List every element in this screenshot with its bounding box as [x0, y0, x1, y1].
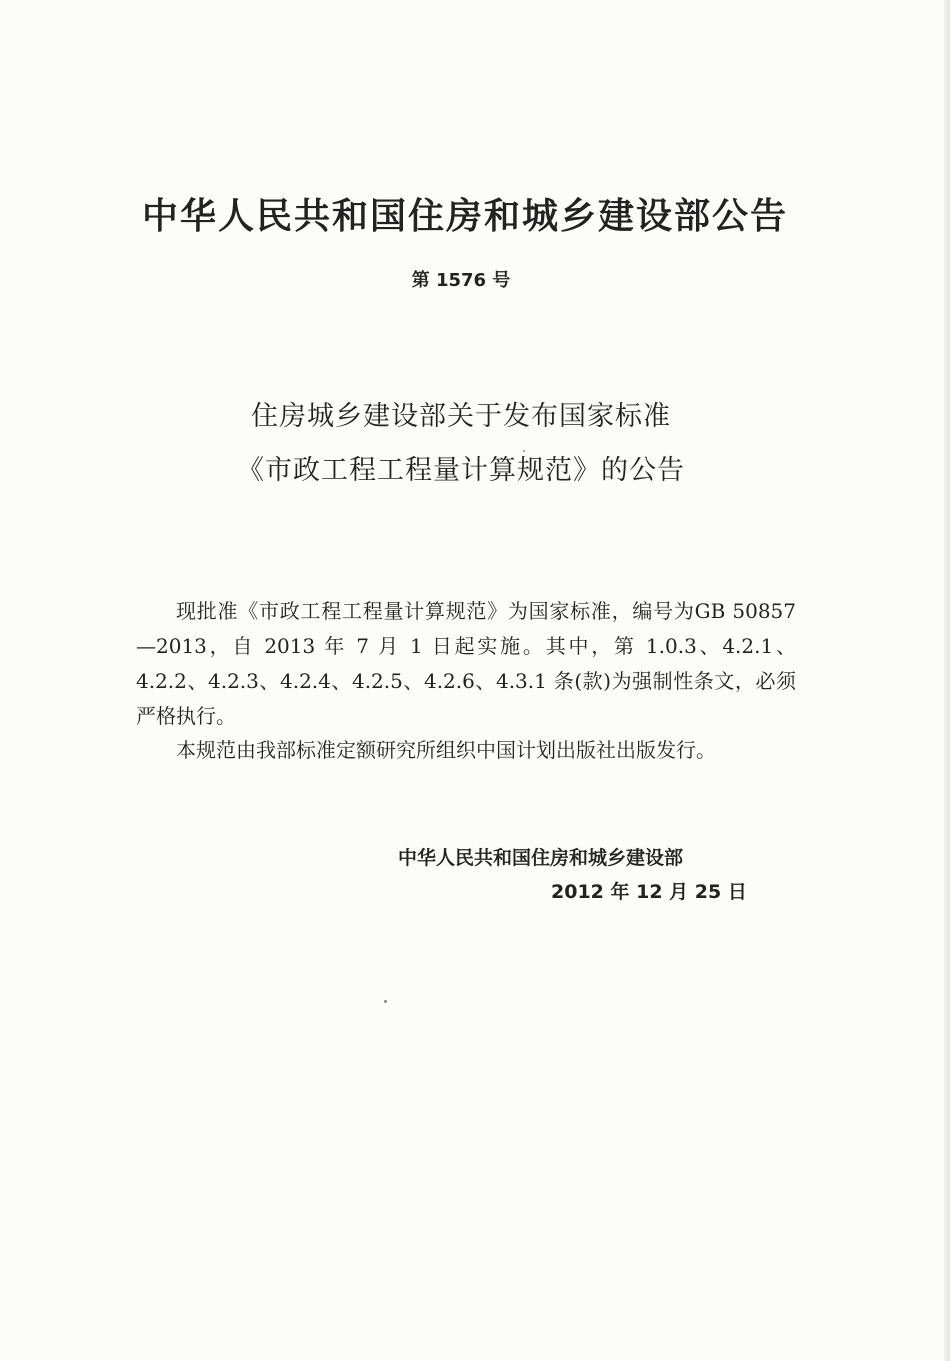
subtitle-line-2: 《市政工程工程量计算规范》的公告: [237, 455, 685, 486]
subtitle-line-1: 住房城乡建设部关于发布国家标准: [251, 401, 671, 432]
body-paragraph-1: 现批准《市政工程工程量计算规范》为国家标准，编号为GB 50857—2013，自 2013 年 7 月 1 日起实施。其中，第 1.0.3、4.2.1、4.2.2、4.2.3、4.2.4、4.2.5、4.2.6、4.3.1 条(款)为强制性条文，必须严格执行。: [136, 599, 796, 728]
signature-date: 2012 年 12 月 25 日: [551, 881, 747, 903]
scan-edge: [944, 0, 950, 1361]
signature-organization: 中华人民共和国住房和城乡建设部: [398, 847, 684, 869]
body-paragraph-2: 本规范由我部标准定额研究所组织中国计划出版社出版发行。: [176, 738, 716, 762]
announcement-number: 第 1576 号: [411, 270, 511, 291]
announcement-title: 中华人民共和国住房和城乡建设部公告: [141, 196, 788, 237]
scan-speck: [384, 1000, 387, 1003]
scan-speck: [523, 450, 525, 452]
